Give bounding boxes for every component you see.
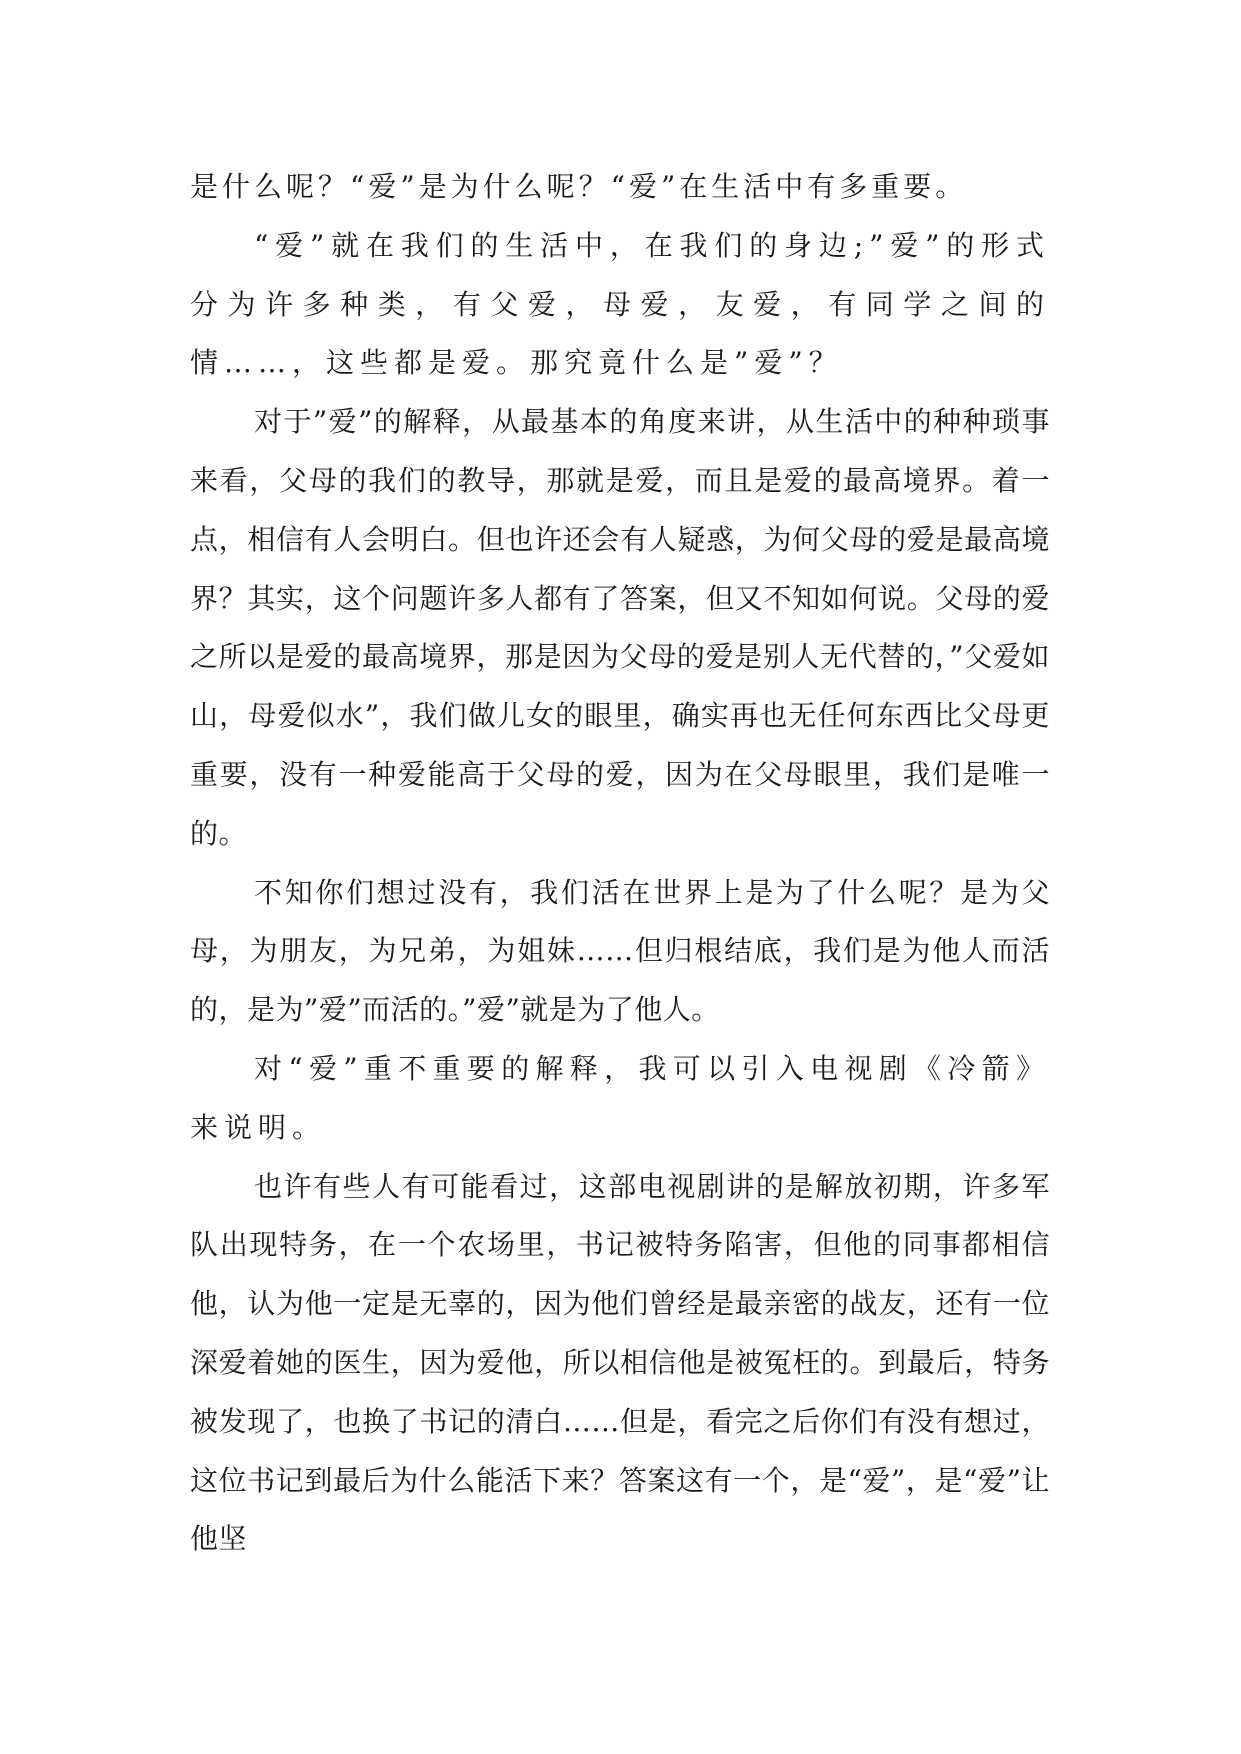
paragraph-2: “爱”就在我们的生活中，在我们的身边;”爱”的形式分为许多种类，有父爱，母爱，友爱，有同学之间的情……，这些都是爱。那究竟什么是”爱”？ [190,228,1050,380]
paragraph-4: 不知你们想过没有，我们活在世界上是为了什么呢？是为父母，为朋友，为兄弟，为姐妹……但归根结底，我们是为他人而活的，是为”爱”而活的。”爱”就是为了他人。 [190,875,1050,1027]
paragraph-3: 对于”爱”的解释，从最基本的角度来讲，从生活中的种种琐事来看，父母的我们的教导，那就是爱，而且是爱的最高境界。着一点，相信有人会明白。但也许还会有人疑惑，为何父母的爱是最高境界？其实，这个问题许多人都有了答案，但又不知如何说。父母的爱之所以是爱的最高境界，那是因为父母的爱是别人无代替的，”父爱如山，母爱似水”，我们做儿女的眼里，确实再也无任何东西比父母更重要，没有一种爱能高于父母的爱，因为在父母眼里，我们是唯一的。 [190,405,1050,850]
paragraph-1: 是什么呢？“爱”是为什么呢？“爱”在生活中有多重要。 [190,170,968,203]
paragraph-6: 也许有些人有可能看过，这部电视剧讲的是解放初期，许多军队出现特务，在一个农场里，书记被特务陷害，但他的同事都相信他，认为他一定是无辜的，因为他们曾经是最亲密的战友，还有一位深爱着她的医生，因为爱他，所以相信他是被冤枉的。到最后，特务被发现了，也换了书记的清白……但是，看完之后你们有没有想过，这位书记到最后为什么能活下来？答案这有一个，是“爱”，是“爱”让他坚 [190,1169,1050,1556]
paragraph-5: 对“爱”重不重要的解释，我可以引入电视剧《冷箭》来说明。 [190,1051,1050,1144]
document-body [190,158,1050,1569]
